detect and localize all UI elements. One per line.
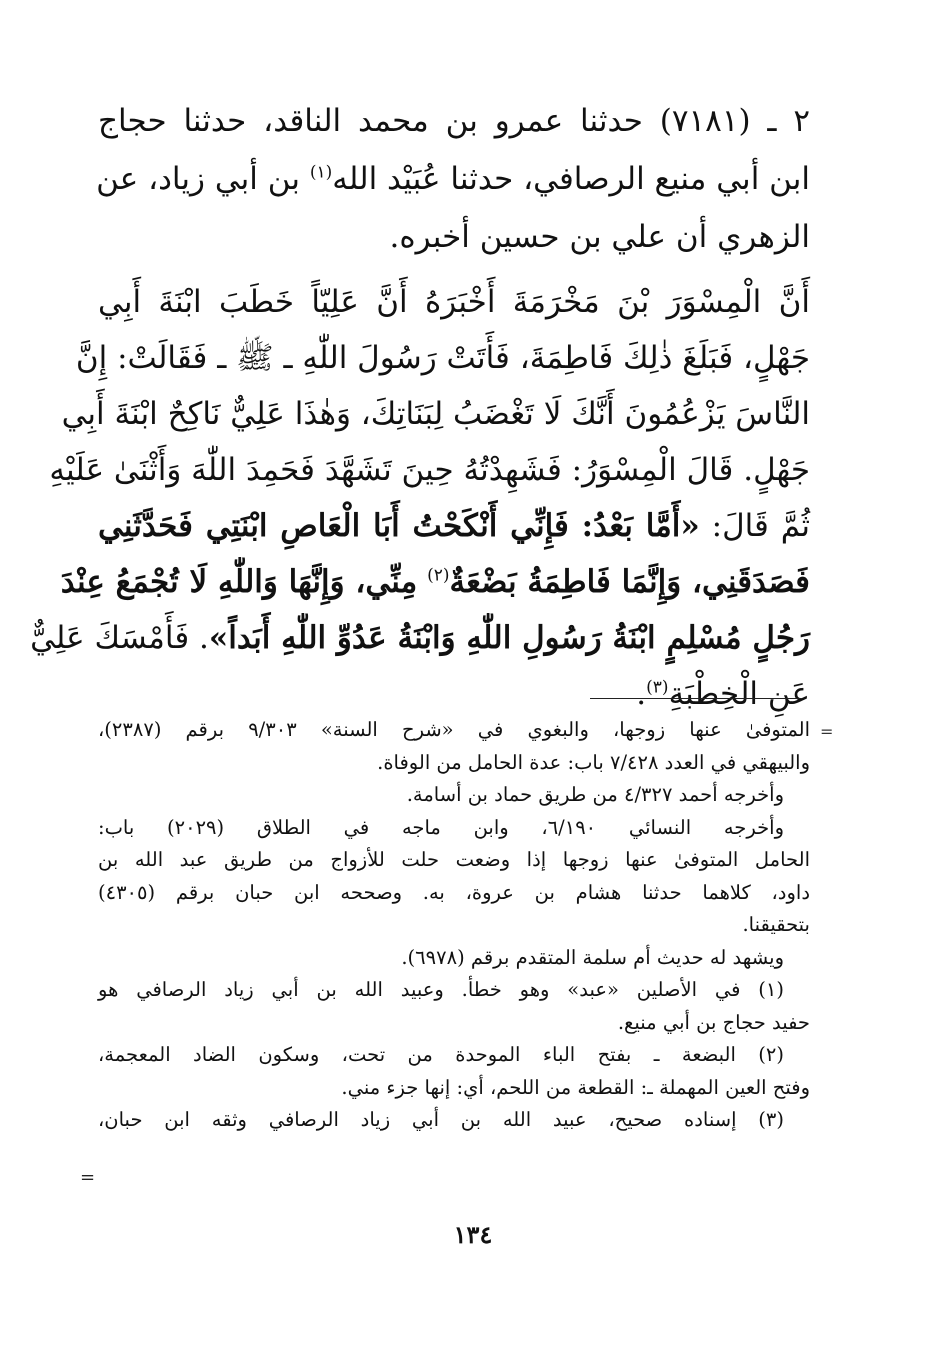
footnote-line-4: وأخرجه النسائي ٦/١٩٠، وابن ماجه في الطلاق (٢٠٢٩) باب: xyxy=(98,815,784,839)
footnote-line-6: داود، كلاهما حدثنا هشام بن عروة، به. وصححه ابن حبان برقم (٤٣٠٥) xyxy=(98,880,810,904)
matn-line-3: النَّاسَ يَزْعُمُونَ أَنَّكَ لَا تَغْضَبُ لِبَنَاتِكَ، وَهٰذَا عَلِيٌّ نَاكِحٌ ابْنَةَ أَبِي xyxy=(61,396,810,432)
matn-line-4: جَهْلٍ. قَالَ الْمِسْوَرُ: فَشَهِدْتُهُ حِينَ تَشَهَّدَ فَحَمِدَ اللّٰهَ وَأَثْنَىٰ عَلَيْهِ xyxy=(49,452,810,488)
footnote-line-7: بتحقيقنا. xyxy=(742,913,810,936)
matn-line-7 xyxy=(30,610,810,666)
footnote-1-line-1: (١) في الأصلين «عبد» وهو خطأ. وعبيد الله بن أبي زياد الرصافي هو xyxy=(98,978,784,1001)
footnote-line-1: المتوفىٰ عنها زوجها، والبغوي في «شرح السنة» ٩/٣٠٣ برقم (٢٣٨٧)، xyxy=(98,718,811,741)
isnad-line-2 xyxy=(98,150,810,208)
footnote-continuation-mark-start: = xyxy=(820,722,834,741)
footnote-continuation-mark-end: = xyxy=(80,1167,96,1188)
matn-paragraph xyxy=(30,274,810,722)
isnad-line-2-tail: بن أبي زياد، عن xyxy=(96,161,300,197)
matn-line-2: جَهْلٍ، فَبَلَغَ ذٰلِكَ فَاطِمَةَ، فَأَتَتْ رَسُولَ اللّٰهِ ـ ﷺ ـ فَقَالَتْ: إِنَّ xyxy=(75,340,810,376)
isnad-line-2-head: ابن أبي منيع الرصافي، حدثنا عُبَيْد الله xyxy=(332,161,810,197)
footnote-ref-3: (٣) xyxy=(646,677,669,698)
footnote-ref-1: (١) xyxy=(309,162,333,183)
main-text-block xyxy=(30,92,810,722)
footnotes-block xyxy=(98,714,810,1137)
footnote-line-3: وأخرجه أحمد ٤/٣٢٧ من طريق حماد بن أسامة. xyxy=(406,783,784,806)
matn-line-5-plain: ثُمَّ قَالَ: xyxy=(711,508,810,544)
matn-line-8-text: عَنِ الْخِطْبَةِ xyxy=(668,676,810,712)
footnote-1-line-2: حفيد حجاج بن أبي منيع. xyxy=(617,1010,810,1034)
isnad-line-3: الزهري أن علي بن حسين أخبره. xyxy=(389,219,810,255)
matn-line-6 xyxy=(60,554,810,610)
matn-line-1: أَنَّ الْمِسْوَرَ بْنَ مَخْرَمَةَ أَخْبَرَهُ أَنَّ عَلِيّاً خَطَبَ ابْنَةَ أَبِي xyxy=(98,284,810,320)
page-number: ١٣٤ xyxy=(453,1220,493,1249)
footnote-line-2: والبيهقي في العدد ٧/٤٢٨ باب: عدة الحامل من الوفاة. xyxy=(377,750,810,774)
matn-line-6-bold-a: فَصَدَقَنِي، وَإِنَّمَا فَاطِمَةُ بَضْعَةٌ xyxy=(449,564,810,600)
footnote-separator xyxy=(590,698,802,699)
footnote-3-line-1: (٣) إسناده صحيح، عبيد الله بن أبي زياد الرصافي وثقه ابن حبان، xyxy=(98,1108,784,1131)
footnote-line-5: الحامل المتوفىٰ عنها زوجها إذا وضعت حلت للأزواج من طريق عبد الله بن xyxy=(98,848,810,871)
isnad-line-1: ٢ ـ (٧١٨١) حدثنا عمرو بن محمد الناقد، حدثنا حجاج xyxy=(98,103,810,139)
matn-line-6-bold-b: مِنِّي، وَإِنَّهَا وَاللّٰهِ لَا تُجْمَعُ عِنْدَ xyxy=(60,564,418,600)
matn-line-7-plain: . فَأَمْسَكَ عَلِيٌّ xyxy=(30,620,209,656)
footnote-line-8: ويشهد له حديث أم سلمة المتقدم برقم (٦٩٧٨). xyxy=(401,945,784,969)
matn-line-5-bold: «أَمَّا بَعْدُ: فَإِنِّي أَنْكَحْتُ أَبَا الْعَاصِ ابْنَتِي فَحَدَّثَنِي xyxy=(98,508,700,544)
footnote-2-line-2: وفتح العين المهملة ـ: القطعة من اللحم، أي: إنها جزء مني. xyxy=(341,1075,810,1099)
matn-line-8-end: . xyxy=(636,676,647,712)
footnote-2-line-1: (٢) البضعة ـ بفتح الباء الموحدة من تحت، وسكون الضاد المعجمة، xyxy=(98,1043,784,1066)
footnote-ref-2: (٢) xyxy=(427,565,450,586)
isnad-paragraph xyxy=(98,92,810,266)
matn-line-7-bold: رَجُلٍ مُسْلِمٍ ابْنَةُ رَسُولِ اللّٰهِ وَابْنَةُ عَدُوِّ اللّٰهِ أَبَداً» xyxy=(208,620,810,656)
matn-line-5 xyxy=(98,498,810,554)
